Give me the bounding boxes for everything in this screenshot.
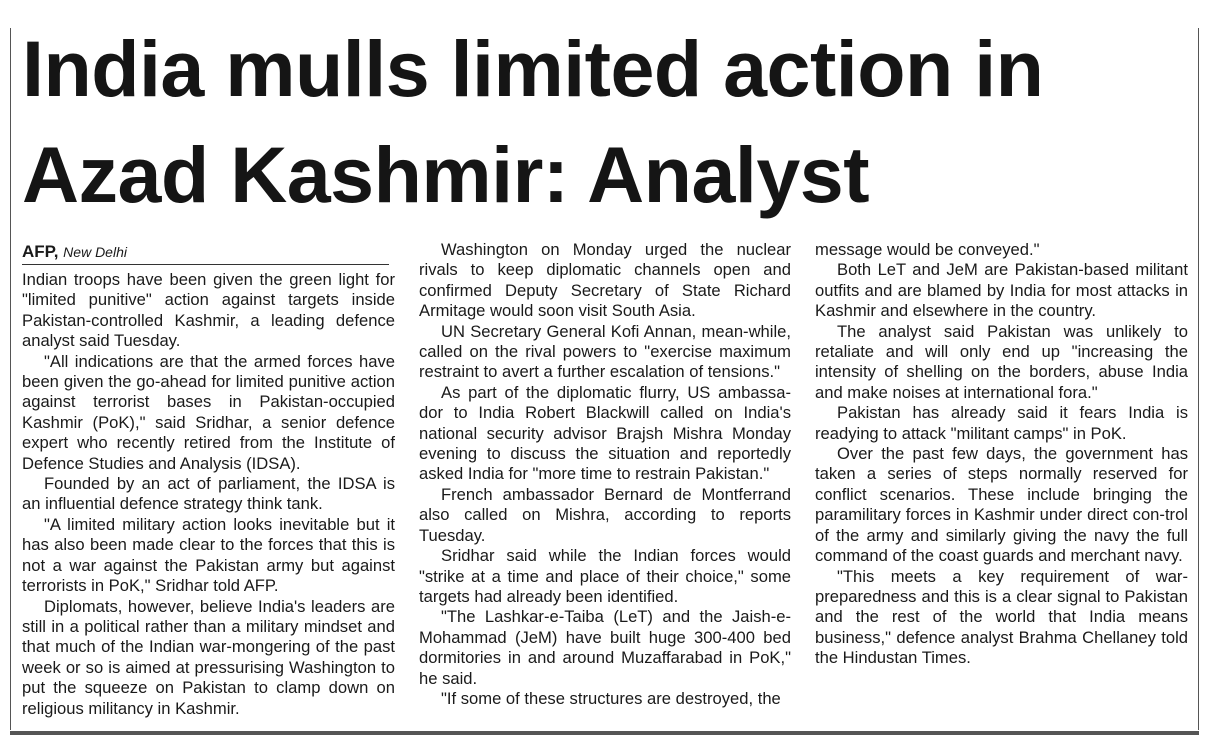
paragraph: The analyst said Pakistan was unlikely to retaliate and will only end up "increasing the intensity of shelling on the borders, abuse India and make noises at international fora." — [815, 321, 1188, 402]
paragraph: Sridhar said while the Indian forces would "strike at a time and place of their choice," some targets had already been identified. — [419, 546, 791, 606]
paragraph: "The Lashkar-e-Taiba (LeT) and the Jaish-e-Mohammad (JeM) have built huge 300-400 bed dormitories in and around Muzaffarabad in PoK," he said. — [419, 607, 791, 688]
paragraph: Founded by an act of parliament, the IDSA is an influential defence strategy think tank. — [22, 474, 395, 514]
paragraph: Pakistan has already said it fears India is readying to attack "militant camps" in PoK. — [815, 403, 1188, 443]
article-column-3 — [815, 240, 1188, 669]
paragraph: Over the past few days, the government has taken a series of steps normally reserved for conflict scenarios. These include bringing the paramilitary forces in Kashmir under direct con-trol of the army and similarly giving the navy the full command of the coast guards and merchant navy. — [815, 444, 1188, 566]
bottom-rule — [10, 731, 1199, 735]
right-column-rule — [1198, 28, 1199, 730]
paragraph: "A limited military action looks inevitable but it has also been made clear to the forces that this is not a war against the Pakistan army but against terrorists in PoK," Sridhar told AFP. — [22, 514, 395, 596]
headline-line-2: Azad Kashmir: Analyst — [22, 130, 870, 219]
dateline — [22, 240, 389, 265]
article-column-1 — [22, 240, 395, 719]
headline-line-1: India mulls limited action in — [22, 24, 1044, 113]
dateline-place: New Delhi — [63, 244, 127, 260]
paragraph: Indian troops have been given the green light for "limited punitive" action against targets inside Pakistan-controlled Kashmir, a leading defence analyst said Tuesday. — [22, 270, 395, 351]
paragraph: Both LeT and JeM are Pakistan-based militant outfits and are blamed by India for most attacks in Kashmir and elsewhere in the country. — [815, 260, 1188, 321]
paragraph: message would be conveyed." — [815, 240, 1040, 259]
paragraph: "All indications are that the armed forces have been given the go-ahead for limited punitive action against terrorist bases in Pakistan-occupied Kashmir (PoK)," said Sridhar, a senior defence expert who recently retired from the Institute of Defence Studies and Analysis (IDSA). — [22, 351, 395, 473]
paragraph: "This meets a key requirement of war-preparedness and this is a clear signal to Pakistan and the rest of the world that India means business," defence analyst Brahma Chellaney told the Hindustan Times. — [815, 566, 1188, 668]
paragraph: French ambassador Bernard de Montferrand also called on Mishra, according to reports Tuesday. — [419, 484, 791, 545]
headline — [22, 16, 1192, 228]
paragraph: "If some of these structures are destroyed, the — [441, 688, 781, 708]
paragraph: Diplomats, however, believe India's leaders are still in a political rather than a military mindset and that much of the Indian war-mongering of the past week or so is aimed at pressurising Washington to put the squeeze on Pakistan to clamp down on religious militancy in Kashmir. — [22, 596, 395, 718]
article-column-2 — [419, 240, 791, 709]
left-column-rule — [10, 28, 11, 730]
paragraph: UN Secretary General Kofi Annan, mean-while, called on the rival powers to "exercise maximum restraint to avert a further escalation of tensions." — [419, 321, 791, 382]
agency-credit: AFP, — [22, 242, 59, 261]
paragraph: As part of the diplomatic flurry, US ambassa-dor to India Robert Blackwill called on India's national security advisor Brajsh Mishra Monday evening to discuss the situation and reportedly asked India for "more time to restrain Pakistan." — [419, 382, 791, 484]
paragraph: Washington on Monday urged the nuclear rivals to keep diplomatic channels open and confirmed Deputy Secretary of State Richard Armitage would soon visit South Asia. — [419, 240, 791, 321]
